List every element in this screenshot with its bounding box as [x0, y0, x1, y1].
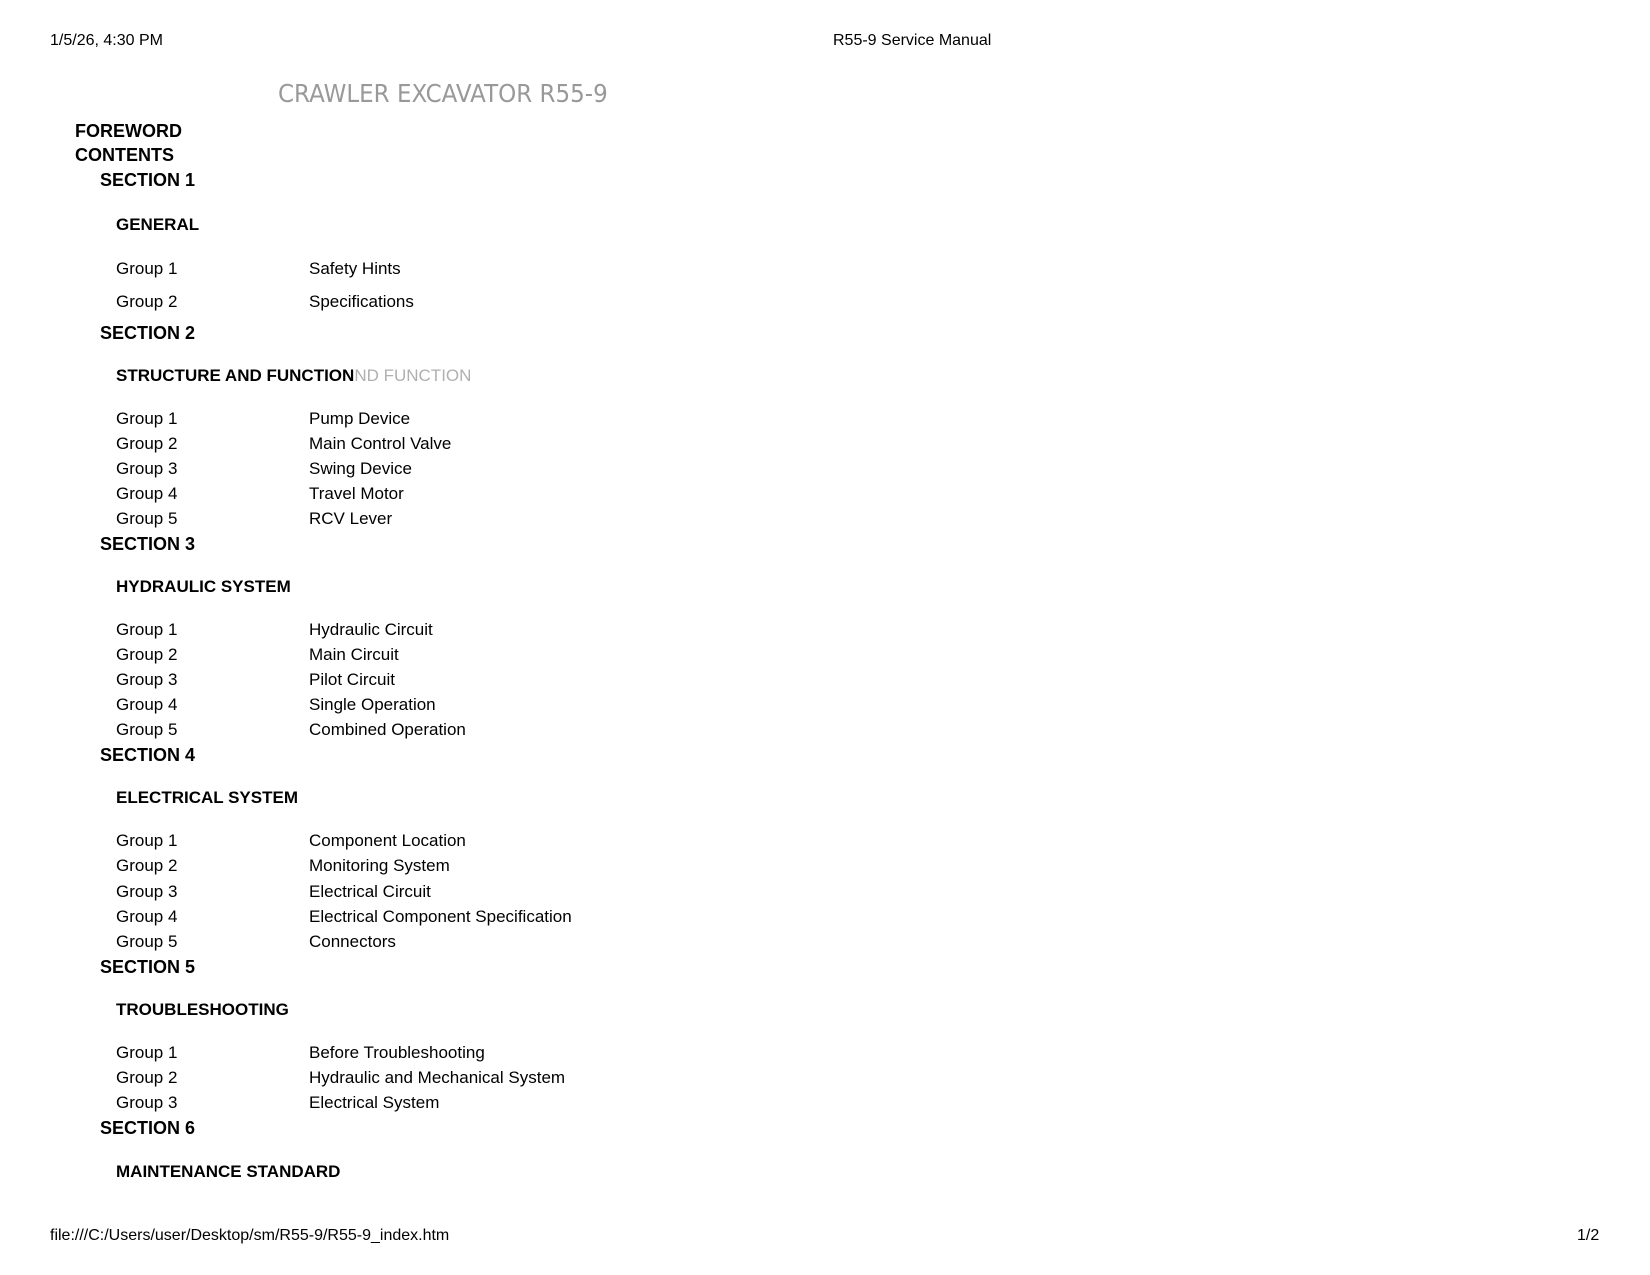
- section-5-label: SECTION 5: [100, 957, 196, 977]
- section-3-group-1-link[interactable]: Group 1: [116, 620, 178, 639]
- section-5-group-3-link[interactable]: Group 3: [116, 1093, 178, 1112]
- section-4-group-3-desc[interactable]: Electrical Circuit: [309, 882, 431, 901]
- print-footer-page-number: 1/2: [1577, 1227, 1600, 1244]
- section-heading-text: MAINTENANCE STANDARD: [116, 1162, 341, 1181]
- section-4-group-3-link[interactable]: Group 3: [116, 882, 178, 901]
- section-5-group-2-link[interactable]: Group 2: [116, 1068, 178, 1087]
- section-3-group-5-desc[interactable]: Combined Operation: [309, 720, 466, 739]
- section-5-group-2-desc[interactable]: Hydraulic and Mechanical System: [309, 1068, 566, 1087]
- section-5-group-1-link[interactable]: Group 1: [116, 1043, 178, 1062]
- print-header-page-title: R55-9 Service Manual: [833, 32, 992, 49]
- section-1-heading-link[interactable]: [116, 215, 199, 235]
- section-2-heading-link[interactable]: [116, 366, 471, 386]
- section-heading-text: ELECTRICAL SYSTEM: [116, 788, 298, 807]
- section-3-group-4-link[interactable]: Group 4: [116, 695, 178, 714]
- section-5-heading-link[interactable]: [116, 1000, 289, 1020]
- section-3-label: SECTION 3: [100, 534, 196, 554]
- section-3-group-3-desc[interactable]: Pilot Circuit: [309, 670, 395, 689]
- foreword-link[interactable]: FOREWORD: [75, 121, 182, 141]
- section-4-group-1-link[interactable]: Group 1: [116, 831, 178, 850]
- section-3-heading-link[interactable]: [116, 577, 291, 597]
- section-4-label: SECTION 4: [100, 745, 196, 765]
- section-heading-text: TROUBLESHOOTING: [116, 1000, 289, 1019]
- section-heading-text: GENERAL: [116, 215, 200, 234]
- section-heading-text: STRUCTURE AND FUNCTION: [116, 366, 355, 385]
- section-4-group-5-link[interactable]: Group 5: [116, 932, 178, 951]
- section-5-group-1-desc[interactable]: Before Troubleshooting: [309, 1043, 485, 1062]
- section-3-group-3-link[interactable]: Group 3: [116, 670, 178, 689]
- section-5-group-3-desc[interactable]: Electrical System: [309, 1093, 440, 1112]
- section-2-label: SECTION 2: [100, 323, 196, 343]
- section-2-group-1-desc[interactable]: Pump Device: [309, 409, 411, 428]
- section-heading-ghost-text: ND FUNCTION: [354, 366, 472, 385]
- section-3-group-2-link[interactable]: Group 2: [116, 645, 178, 664]
- section-3-group-5-link[interactable]: Group 5: [116, 720, 178, 739]
- section-4-heading-link[interactable]: [116, 788, 298, 808]
- section-3-group-2-desc[interactable]: Main Circuit: [309, 645, 399, 664]
- section-6-heading-link[interactable]: [116, 1162, 340, 1182]
- section-2-group-4-desc[interactable]: Travel Motor: [309, 484, 404, 503]
- section-1-group-1-link[interactable]: Group 1: [116, 259, 178, 278]
- contents-link[interactable]: CONTENTS: [75, 145, 174, 165]
- section-2-group-4-link[interactable]: Group 4: [116, 484, 178, 503]
- section-2-group-3-link[interactable]: Group 3: [116, 459, 178, 478]
- section-2-group-5-link[interactable]: Group 5: [116, 509, 178, 528]
- section-4-group-5-desc[interactable]: Connectors: [309, 932, 396, 951]
- section-2-group-2-link[interactable]: Group 2: [116, 434, 178, 453]
- section-2-group-3-desc[interactable]: Swing Device: [309, 459, 412, 478]
- print-header-datetime: 1/5/26, 4:30 PM: [50, 32, 163, 49]
- document-title: CRAWLER EXCAVATOR R55-9: [278, 79, 608, 108]
- section-2-group-1-link[interactable]: Group 1: [116, 409, 178, 428]
- section-1-group-2-desc[interactable]: Specifications: [309, 292, 414, 311]
- section-4-group-2-link[interactable]: Group 2: [116, 856, 178, 875]
- section-4-group-4-link[interactable]: Group 4: [116, 907, 178, 926]
- section-3-group-4-desc[interactable]: Single Operation: [309, 695, 436, 714]
- section-heading-text: HYDRAULIC SYSTEM: [116, 577, 291, 596]
- print-footer-file-path: file:///C:/Users/user/Desktop/sm/R55-9/R55-9_index.htm: [50, 1227, 450, 1244]
- section-1-group-1-desc[interactable]: Safety Hints: [309, 259, 401, 278]
- section-4-group-1-desc[interactable]: Component Location: [309, 831, 466, 850]
- section-2-group-2-desc[interactable]: Main Control Valve: [309, 434, 452, 453]
- section-1-label: SECTION 1: [100, 170, 196, 190]
- section-4-group-2-desc[interactable]: Monitoring System: [309, 856, 450, 875]
- section-4-group-4-desc[interactable]: Electrical Component Specification: [309, 907, 572, 926]
- section-2-group-5-desc[interactable]: RCV Lever: [309, 509, 393, 528]
- section-6-label: SECTION 6: [100, 1118, 196, 1138]
- section-1-group-2-link[interactable]: Group 2: [116, 292, 178, 311]
- section-3-group-1-desc[interactable]: Hydraulic Circuit: [309, 620, 433, 639]
